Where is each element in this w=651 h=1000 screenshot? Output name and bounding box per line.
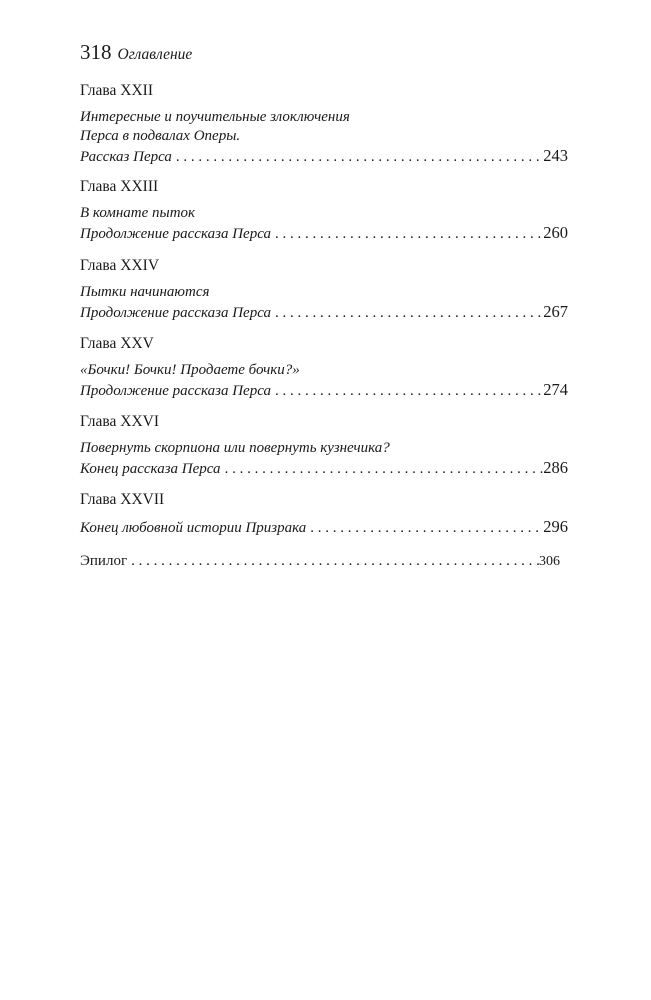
chapter-subtitle-last-line: Продолжение рассказа Перса <box>80 383 271 399</box>
toc-entry-chapter-25[interactable] <box>80 333 568 401</box>
page-ref: 296 <box>543 517 568 536</box>
page-header <box>80 40 192 65</box>
chapter-subtitle-line: Пытки начинаются <box>80 284 210 300</box>
chapter-label: Глава XXVI <box>80 413 160 430</box>
toc-entry-chapter-23[interactable] <box>80 176 568 244</box>
chapter-subtitle-line: «Бочки! Бочки! Продаете бочки?» <box>80 362 300 378</box>
chapter-subtitle-line: Интересные и поучительные злоключения <box>80 109 350 125</box>
dot-leader <box>221 460 544 479</box>
page-ref: 243 <box>543 146 568 165</box>
toc-leader-line <box>80 223 568 244</box>
chapter-subtitle-last-line: Конец рассказа Перса <box>80 461 221 477</box>
toc-entry-chapter-22[interactable] <box>80 80 568 167</box>
dot-leader <box>172 148 543 167</box>
toc-leader-line <box>80 552 560 571</box>
toc-leader-line <box>80 302 568 323</box>
chapter-label: Глава XXIV <box>80 257 160 274</box>
chapter-label: Глава XXIII <box>80 178 159 195</box>
page-ref: 306 <box>539 554 560 569</box>
toc-entry-chapter-26[interactable] <box>80 411 568 479</box>
toc-entry-chapter-27[interactable] <box>80 489 568 538</box>
toc-entry-chapter-24[interactable] <box>80 255 568 323</box>
toc-leader-line <box>80 458 568 479</box>
chapter-subtitle-last-line: Рассказ Перса <box>80 149 172 165</box>
running-title: Оглавление <box>117 46 193 63</box>
dot-leader <box>306 519 543 538</box>
dot-leader <box>271 382 543 401</box>
chapter-subtitle-line: Перса в подвалах Оперы. <box>80 128 241 144</box>
page-ref: 286 <box>543 458 568 477</box>
epilogue-title: Эпилог <box>80 553 128 569</box>
dot-leader <box>271 304 543 323</box>
toc-leader-line <box>80 517 568 538</box>
page-ref: 274 <box>543 380 568 399</box>
page-ref: 267 <box>543 302 568 321</box>
page-ref: 260 <box>543 223 568 242</box>
toc-leader-line <box>80 146 568 167</box>
chapter-subtitle-line: В комнате пыток <box>80 205 196 221</box>
dot-leader <box>271 225 543 244</box>
chapter-label: Глава XXVII <box>80 491 165 508</box>
chapter-subtitle-last-line: Продолжение рассказа Перса <box>80 226 271 242</box>
page-number: 318 <box>80 40 112 64</box>
chapter-subtitle-last-line: Продолжение рассказа Перса <box>80 305 271 321</box>
chapter-subtitle-line: Повернуть скорпиона или повернуть кузнечика? <box>80 440 390 456</box>
toc-entry-epilogue[interactable] <box>80 552 560 571</box>
chapter-label: Глава XXV <box>80 335 154 352</box>
dot-leader <box>127 552 539 571</box>
chapter-label: Глава XXII <box>80 82 153 99</box>
chapter-subtitle-last-line: Конец любовной истории Призрака <box>80 520 307 536</box>
toc-leader-line <box>80 380 568 401</box>
